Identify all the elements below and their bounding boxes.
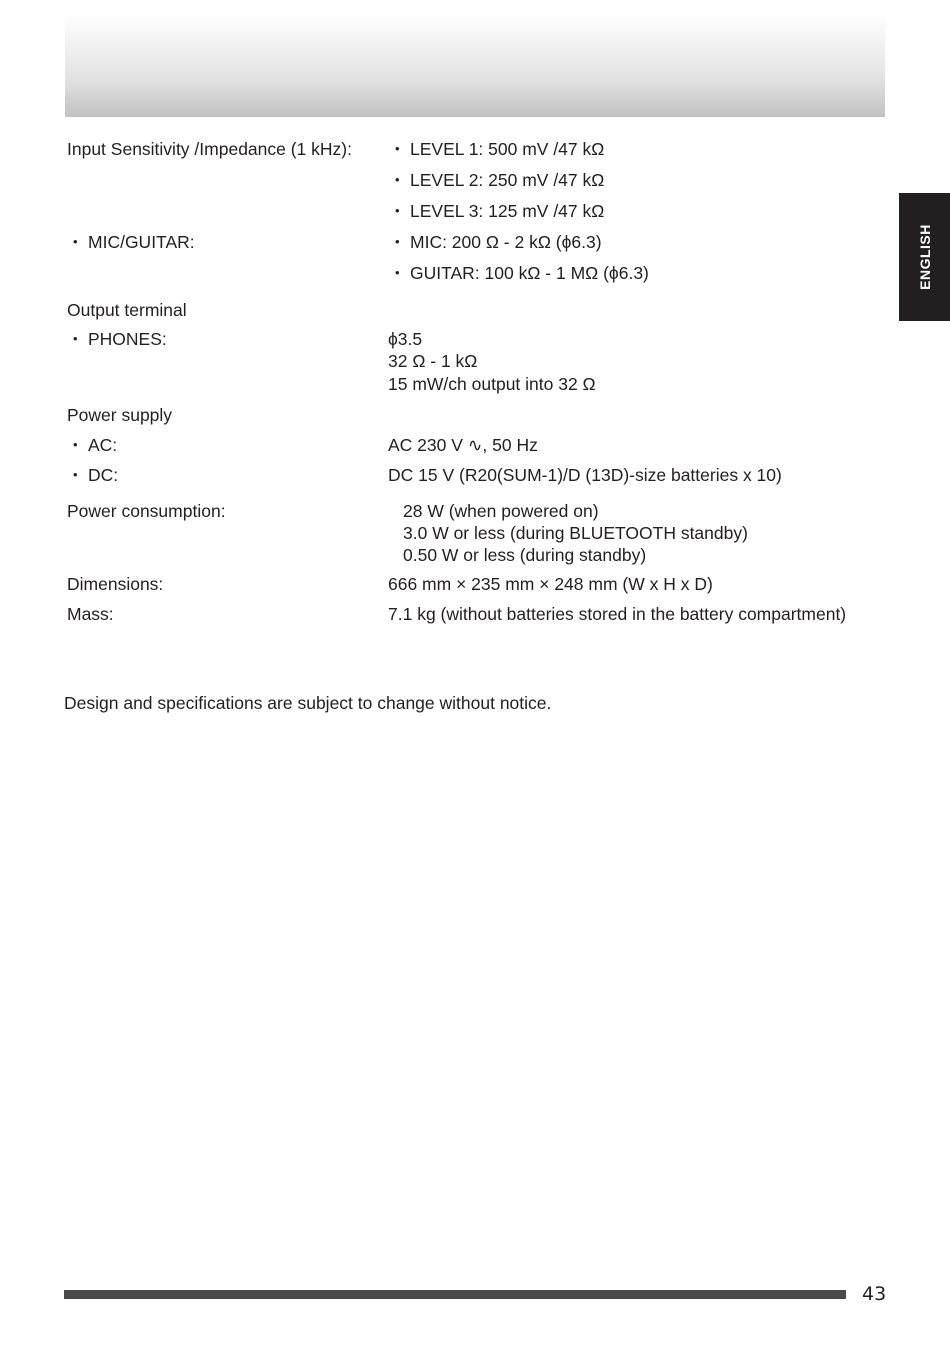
phones-jack-size: ϕ3.5 — [388, 329, 423, 349]
ac-label: • AC: — [88, 434, 117, 456]
output-terminal-label: Output terminal — [67, 300, 187, 320]
footer-bar — [64, 1290, 846, 1299]
mass-label: Mass: — [67, 604, 114, 624]
power-supply-label: Power supply — [67, 405, 173, 425]
language-tab-label: ENGLISH — [916, 224, 933, 290]
mass-value: 7.1 kg (without batteries stored in the battery compartment) — [388, 604, 847, 624]
mic-guitar-label: • MIC/GUITAR: — [88, 231, 195, 253]
dc-value: DC 15 V (R20(SUM-1)/D (13D)-size batteries x 10) — [388, 465, 782, 485]
ac-value: AC 230 V ∿, 50 Hz — [388, 435, 538, 455]
level-2-value: • LEVEL 2: 250 mV /47 kΩ — [410, 169, 604, 191]
phones-output: 15 mW/ch output into 32 Ω — [388, 374, 596, 394]
change-notice: Design and specifications are subject to change without notice. — [64, 693, 552, 713]
phones-label: • PHONES: — [88, 328, 167, 350]
consumption-bluetooth-standby: 3.0 W or less (during BLUETOOTH standby) — [403, 523, 748, 543]
dimensions-value: 666 mm × 235 mm × 248 mm (W x H x D) — [388, 574, 713, 594]
mic-value: • MIC: 200 Ω - 2 kΩ (ϕ6.3) — [410, 231, 602, 253]
phones-impedance: 32 Ω - 1 kΩ — [388, 351, 478, 371]
dimensions-label: Dimensions: — [67, 574, 164, 594]
consumption-on: 28 W (when powered on) — [403, 501, 599, 521]
level-3-value: • LEVEL 3: 125 mV /47 kΩ — [410, 200, 604, 222]
dc-label: • DC: — [88, 464, 118, 486]
consumption-standby: 0.50 W or less (during standby) — [403, 545, 647, 565]
language-tab — [899, 193, 950, 321]
page-number: 43 — [862, 1283, 887, 1305]
header-band — [65, 14, 885, 117]
input-sensitivity-label: Input Sensitivity /Impedance (1 kHz): — [67, 139, 352, 159]
guitar-value: • GUITAR: 100 kΩ - 1 MΩ (ϕ6.3) — [410, 262, 649, 284]
level-1-value: • LEVEL 1: 500 mV /47 kΩ — [410, 138, 604, 160]
power-consumption-label: Power consumption: — [67, 501, 226, 521]
